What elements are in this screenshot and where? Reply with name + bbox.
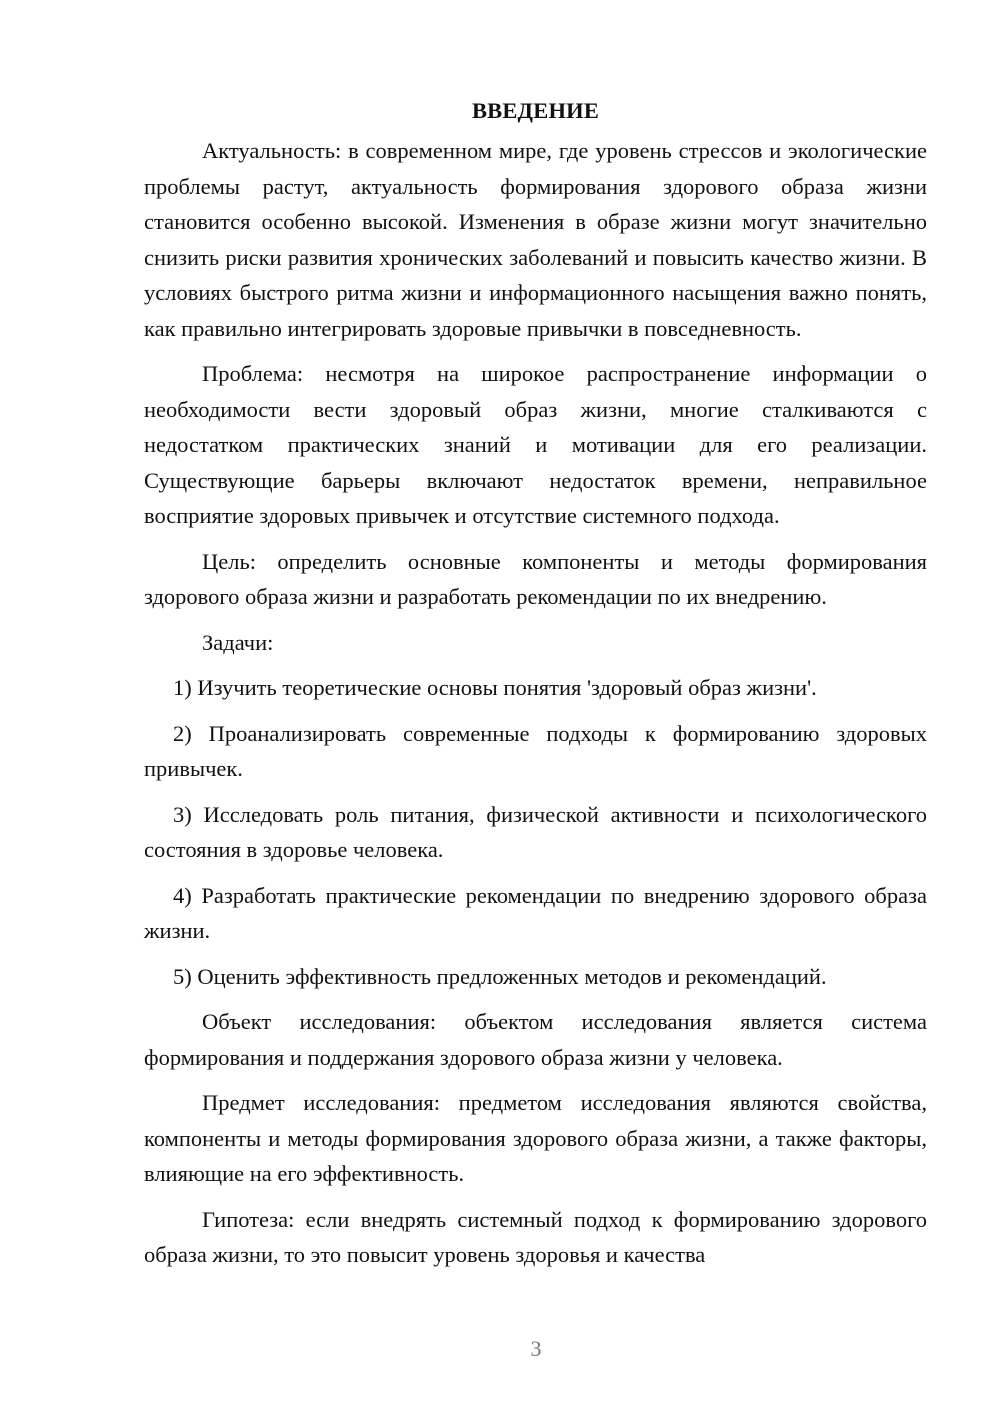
tasks-label: Задачи: <box>202 629 274 655</box>
task-item-5: 5) Оценить эффективность предложенных методов и рекомендаций. <box>173 963 827 989</box>
goal-paragraph: Цель: определить основные компоненты и методы формирования здорового образа жизни и разработать рекомендации по их внедрению. <box>144 548 927 609</box>
task-item-1: 1) Изучить теоретические основы понятия 'здоровый образ жизни'. <box>173 675 817 700</box>
problem-paragraph: Проблема: несмотря на широкое распространение информации о необходимости вести здоровый образ жизни, многие сталкиваются с недостатком практических знаний и мотивации для его реализации. Существующие барьеры включают недостаток времени, неправильное восприятие здоровых привычек и отсутствие системного подхода. <box>144 361 927 528</box>
relevance-paragraph: Актуальность: в современном мире, где уровень стрессов и экологические проблемы растут, актуальность формирования здорового образа жизни становится особенно высокой. Изменения в образе жизни могут значительно снизить риски развития хронических заболеваний и повысить качество жизни. В условиях быстрого ритма жизни и информационного насыщения важно понять, как правильно интегрировать здоровые привычки в повседневность. <box>144 138 927 341</box>
hypothesis-paragraph: Гипотеза: если внедрять системный подход к формированию здорового образа жизни, то это повысит уровень здоровья и качества <box>144 1206 927 1267</box>
page-content <box>144 93 927 1283</box>
section-heading: ВВЕДЕНИЕ <box>471 98 600 123</box>
tasks-list <box>144 670 927 994</box>
task-item-2: 2) Проанализировать современные подходы к формированию здоровых привычек. <box>144 720 927 781</box>
page-number: 3 <box>530 1336 542 1361</box>
task-item-3: 3) Исследовать роль питания, физической активности и психологического состояния в здоровье человека. <box>144 801 927 862</box>
subject-paragraph: Предмет исследования: предметом исследования являются свойства, компоненты и методы формирования здорового образа жизни, а также факторы, влияющие на его эффективность. <box>144 1090 927 1186</box>
task-item-4: 4) Разработать практические рекомендации по внедрению здорового образа жизни. <box>144 882 927 943</box>
object-paragraph: Объект исследования: объектом исследования является система формирования и поддержания здорового образа жизни у человека. <box>144 1009 927 1070</box>
